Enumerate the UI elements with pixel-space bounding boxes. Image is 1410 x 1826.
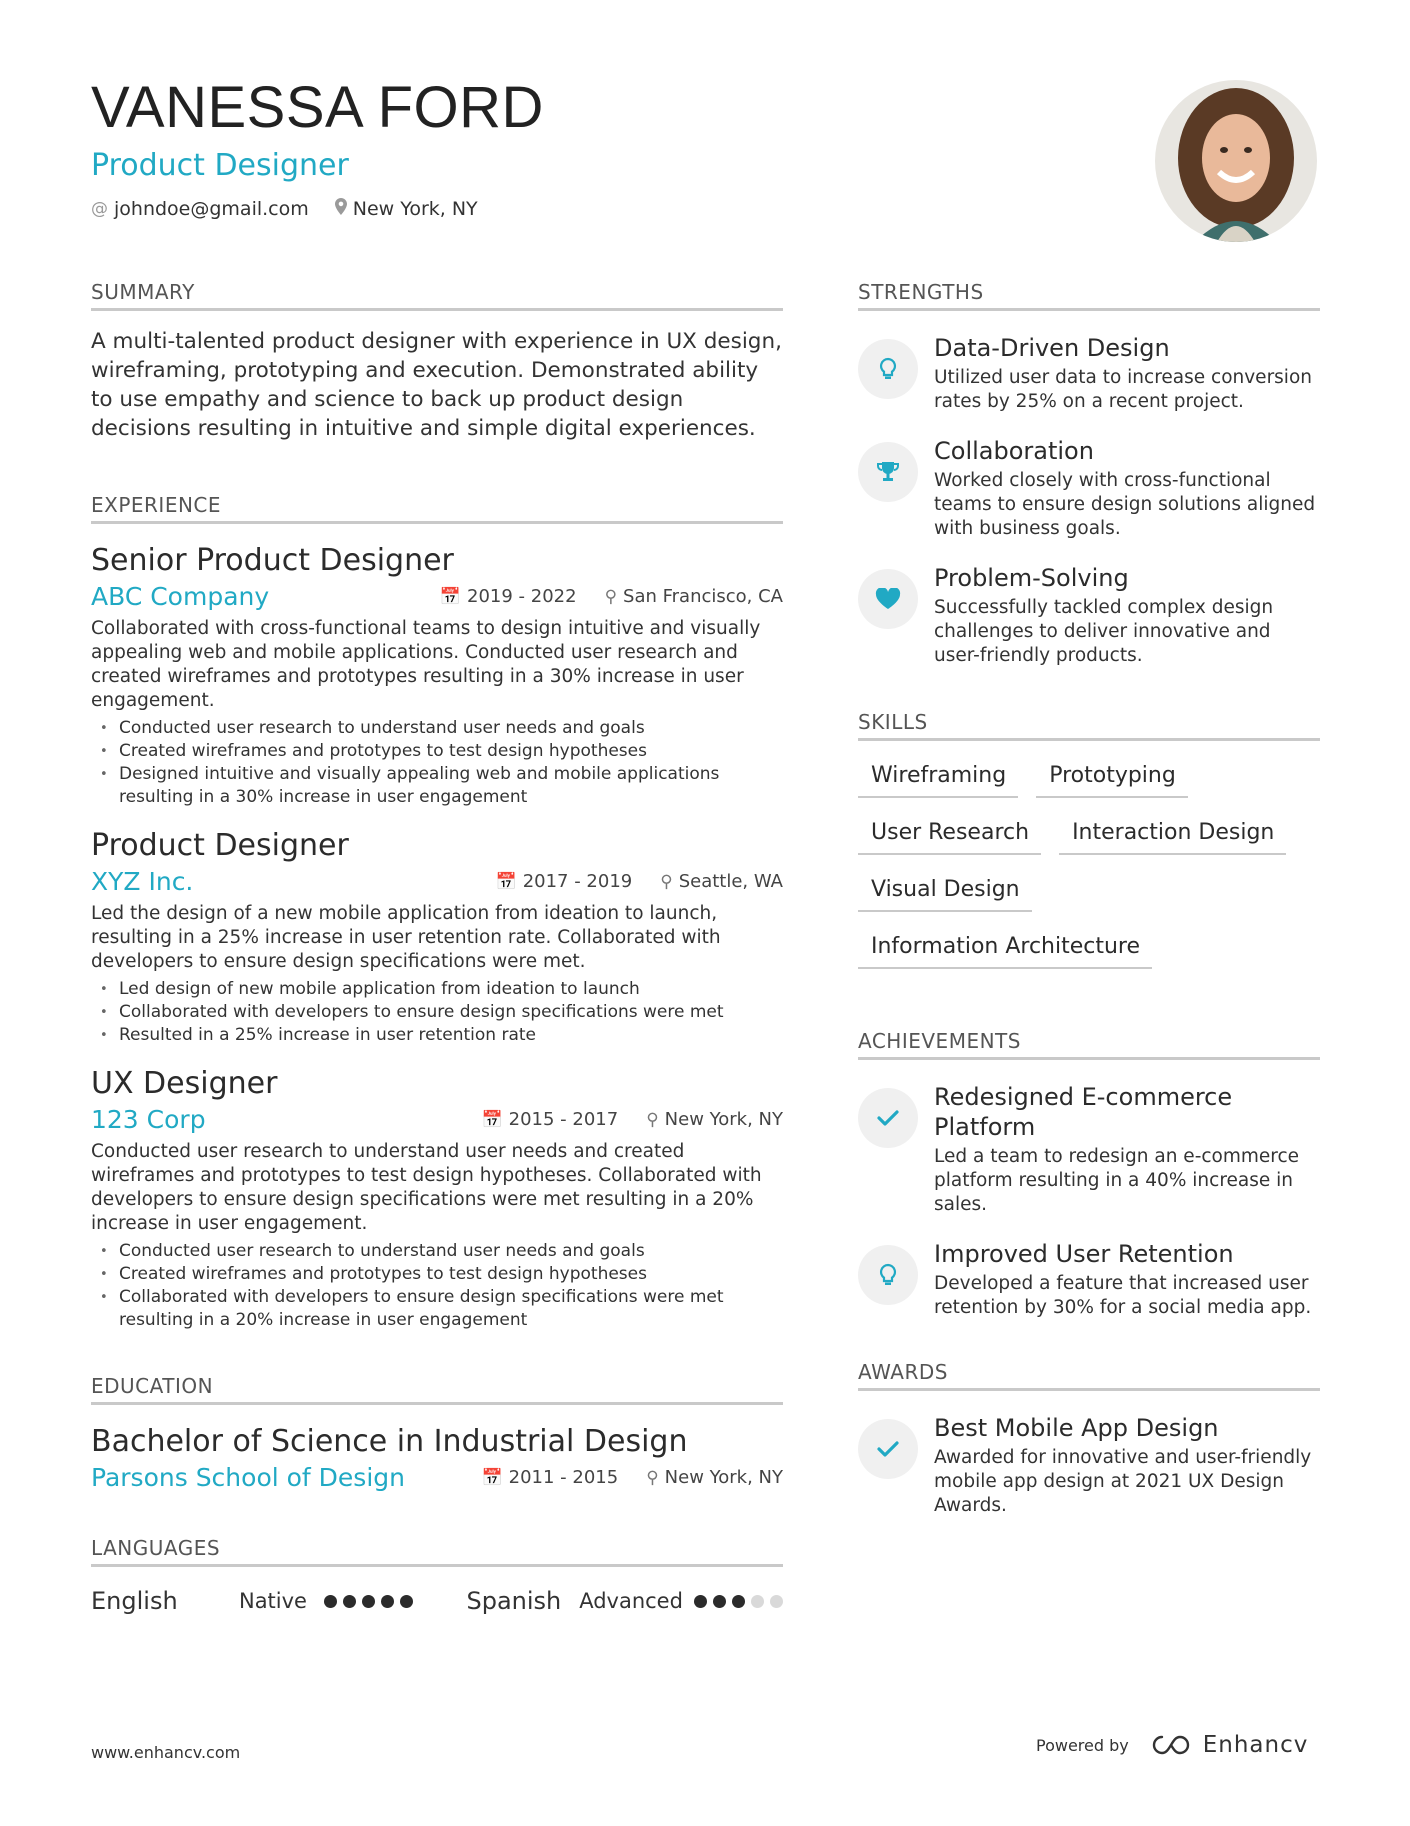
footer-website-link[interactable]: www.enhancv.com [91, 1743, 241, 1762]
experience-item [91, 1065, 783, 1332]
job-location [660, 871, 783, 892]
education-section [91, 1374, 783, 1492]
footer-branding[interactable] [1036, 1732, 1308, 1758]
strengths-heading: STRENGTHS [858, 280, 1320, 311]
bullet-item: • Created wireframes and prototypes to test design hypotheses [91, 1263, 783, 1286]
brand-logo [1149, 1732, 1309, 1758]
skill-tag: Interaction Design [1059, 814, 1286, 855]
job-meta [440, 586, 783, 607]
education-meta [481, 1467, 783, 1488]
job-dates [496, 871, 633, 892]
job-meta [481, 1109, 783, 1130]
achievement-title: Redesigned E-commerce Platform [934, 1083, 1233, 1141]
location-pin-icon [335, 198, 347, 220]
achievement-item [858, 1239, 1320, 1320]
language-name: English [91, 1587, 178, 1615]
proficiency-dot-filled [343, 1595, 356, 1608]
right-column [858, 280, 1320, 1518]
proficiency-dot-filled [694, 1595, 707, 1608]
dates-text: 2019 - 2022 [467, 586, 577, 607]
education-location [646, 1467, 783, 1488]
job-bullets [91, 978, 783, 1047]
proficiency-dot-filled [362, 1595, 375, 1608]
trophy-icon [858, 442, 918, 502]
strength-item [858, 436, 1320, 541]
proficiency-dot-filled [732, 1595, 745, 1608]
achievements-heading: ACHIEVEMENTS [858, 1029, 1320, 1060]
job-description: Collaborated with cross-functional teams to design intuitive and visually appealing web and mobile applications. Conducted user research and created wireframes and prototypes resulting in a 30% increase in user engagement. [91, 618, 761, 711]
bullet-item: • Created wireframes and prototypes to test design hypotheses [91, 740, 783, 763]
heart-icon [858, 569, 918, 629]
lightbulb-icon [858, 339, 918, 399]
skills-list [858, 757, 1320, 969]
language-dots [694, 1595, 783, 1608]
bullet-item: • Conducted user research to understand user needs and goals [91, 717, 783, 740]
achievement-description: Developed a feature that increased user retention by 30% for a social media app. [934, 1273, 1312, 1318]
summary-section [91, 280, 783, 443]
check-icon [858, 1419, 918, 1479]
job-dates [440, 586, 577, 607]
proficiency-dot-filled [713, 1595, 726, 1608]
achievements-section [858, 1029, 1320, 1320]
profile-photo [1155, 80, 1317, 242]
location-text: New York, NY [664, 1467, 783, 1488]
languages-heading: LANGUAGES [91, 1536, 783, 1567]
award-description: Awarded for innovative and user-friendly mobile app design at 2021 UX Design Awards. [934, 1447, 1312, 1516]
skills-section [858, 710, 1320, 969]
strength-description: Successfully tackled complex design challenges to deliver innovative and user-friendly products. [934, 597, 1274, 666]
strengths-section [858, 280, 1320, 668]
experience-section [91, 493, 783, 1332]
bullet-item: • Collaborated with developers to ensure design specifications were met resulting in a 20% increase in user engagement [91, 1286, 783, 1332]
check-icon [858, 1088, 918, 1148]
achievement-item [858, 1082, 1320, 1217]
skill-tag: Prototyping [1036, 757, 1188, 798]
job-location [605, 586, 783, 607]
job-bullets [91, 1240, 783, 1332]
powered-by-label: Powered by [1036, 1735, 1129, 1755]
resume-header [91, 76, 991, 220]
proficiency-dot-filled [400, 1595, 413, 1608]
strength-item [858, 333, 1320, 414]
awards-heading: AWARDS [858, 1360, 1320, 1391]
experience-item [91, 542, 783, 809]
left-column [91, 280, 783, 1615]
language-dots [324, 1595, 427, 1608]
job-meta [496, 871, 783, 892]
company-row [91, 582, 783, 611]
company-row [91, 867, 783, 896]
job-location [646, 1109, 783, 1130]
languages-row [91, 1587, 783, 1615]
skill-tag: User Research [858, 814, 1041, 855]
location-text: New York, NY [352, 198, 478, 220]
education-heading: EDUCATION [91, 1374, 783, 1405]
at-icon: @ [91, 199, 108, 219]
company-name: XYZ Inc. [91, 867, 194, 896]
language-level: Native [238, 1589, 307, 1613]
location-pin-icon: ⚲ [604, 587, 618, 607]
job-description: Led the design of a new mobile application from ideation to launch, resulting in a 25% increase in user retention rate. Collaborated with developers to ensure design specifications were met. [91, 903, 721, 972]
awards-section [858, 1360, 1320, 1518]
achievement-title: Improved User Retention [934, 1240, 1234, 1268]
job-role: UX Designer [91, 1066, 278, 1101]
brand-name: Enhancv [1202, 1732, 1309, 1758]
strength-description: Worked closely with cross-functional teams to ensure design solutions aligned with business goals. [934, 470, 1316, 539]
lightbulb-icon [858, 1245, 918, 1305]
award-title: Best Mobile App Design [934, 1414, 1219, 1442]
language-name: Spanish [466, 1587, 562, 1615]
location-contact [335, 198, 478, 220]
bullet-item: • Resulted in a 25% increase in user retention rate [91, 1024, 783, 1047]
location-text: New York, NY [664, 1109, 783, 1130]
job-role: Senior Product Designer [91, 543, 454, 578]
languages-section [91, 1536, 783, 1615]
proficiency-dot-empty [751, 1595, 764, 1608]
email-text: johndoe@gmail.com [114, 198, 309, 220]
dates-text: 2017 - 2019 [522, 871, 633, 892]
skills-heading: SKILLS [858, 710, 1320, 741]
school-row [91, 1463, 783, 1492]
strength-title: Collaboration [934, 437, 1094, 465]
proficiency-dot-filled [324, 1595, 337, 1608]
job-bullets [91, 717, 783, 809]
bullet-item: • Collaborated with developers to ensure design specifications were met [91, 1001, 783, 1024]
degree-title: Bachelor of Science in Industrial Design [91, 1424, 688, 1459]
proficiency-dot-filled [381, 1595, 394, 1608]
strength-title: Problem-Solving [934, 564, 1129, 592]
bullet-item: • Led design of new mobile application from ideation to launch [91, 978, 783, 1001]
location-text: Seattle, WA [678, 871, 783, 892]
job-dates [481, 1109, 618, 1130]
skill-tag: Information Architecture [858, 928, 1152, 969]
school-name: Parsons School of Design [91, 1463, 405, 1492]
enhancv-logo-icon [1149, 1734, 1195, 1756]
candidate-title: Product Designer [91, 148, 349, 183]
dates-text: 2015 - 2017 [508, 1109, 619, 1130]
experience-item [91, 827, 783, 1047]
candidate-name: VANESSA FORD [91, 75, 544, 140]
achievement-description: Led a team to redesign an e-commerce platform resulting in a 40% increase in sales. [934, 1146, 1300, 1215]
skill-tag: Visual Design [858, 871, 1032, 912]
company-name: 123 Corp [91, 1105, 206, 1134]
award-item [858, 1413, 1320, 1518]
summary-heading: SUMMARY [91, 280, 783, 311]
location-pin-icon: ⚲ [646, 1468, 659, 1488]
proficiency-dot-empty [770, 1595, 783, 1608]
job-description: Conducted user research to understand user needs and created wireframes and prototypes to test design hypotheses. Collaborated with developers to ensure design specifications were met resulting in a 20% increase in user engagement. [91, 1141, 762, 1234]
bullet-item: • Conducted user research to understand user needs and goals [91, 1240, 783, 1263]
education-dates [481, 1467, 618, 1488]
job-role: Product Designer [91, 828, 349, 863]
bullet-item: • Designed intuitive and visually appealing web and mobile applications resulting in a 30% increase in user engagement [91, 763, 783, 809]
location-pin-icon: ⚲ [660, 872, 673, 892]
calendar-icon: 📅 [481, 1468, 503, 1488]
contact-info [91, 198, 991, 220]
summary-text: A multi-talented product designer with experience in UX design, wireframing, prototyping and execution. Demonstrated ability to use empathy and science to back up product design decisions resulting in intuitive and simple digital experiences. [91, 329, 782, 441]
calendar-icon: 📅 [439, 587, 461, 607]
calendar-icon: 📅 [495, 872, 517, 892]
experience-heading: EXPERIENCE [91, 493, 783, 524]
dates-text: 2011 - 2015 [508, 1467, 619, 1488]
strength-description: Utilized user data to increase conversion rates by 25% on a recent project. [934, 367, 1312, 412]
calendar-icon: 📅 [481, 1110, 503, 1130]
email-contact[interactable] [91, 198, 309, 220]
company-row [91, 1105, 783, 1134]
strength-item [858, 563, 1320, 668]
skill-tag: Wireframing [858, 757, 1018, 798]
location-pin-icon: ⚲ [646, 1110, 659, 1130]
location-text: San Francisco, CA [623, 586, 783, 607]
strength-title: Data-Driven Design [934, 334, 1170, 362]
company-name: ABC Company [91, 582, 270, 611]
language-level: Advanced [579, 1589, 683, 1613]
